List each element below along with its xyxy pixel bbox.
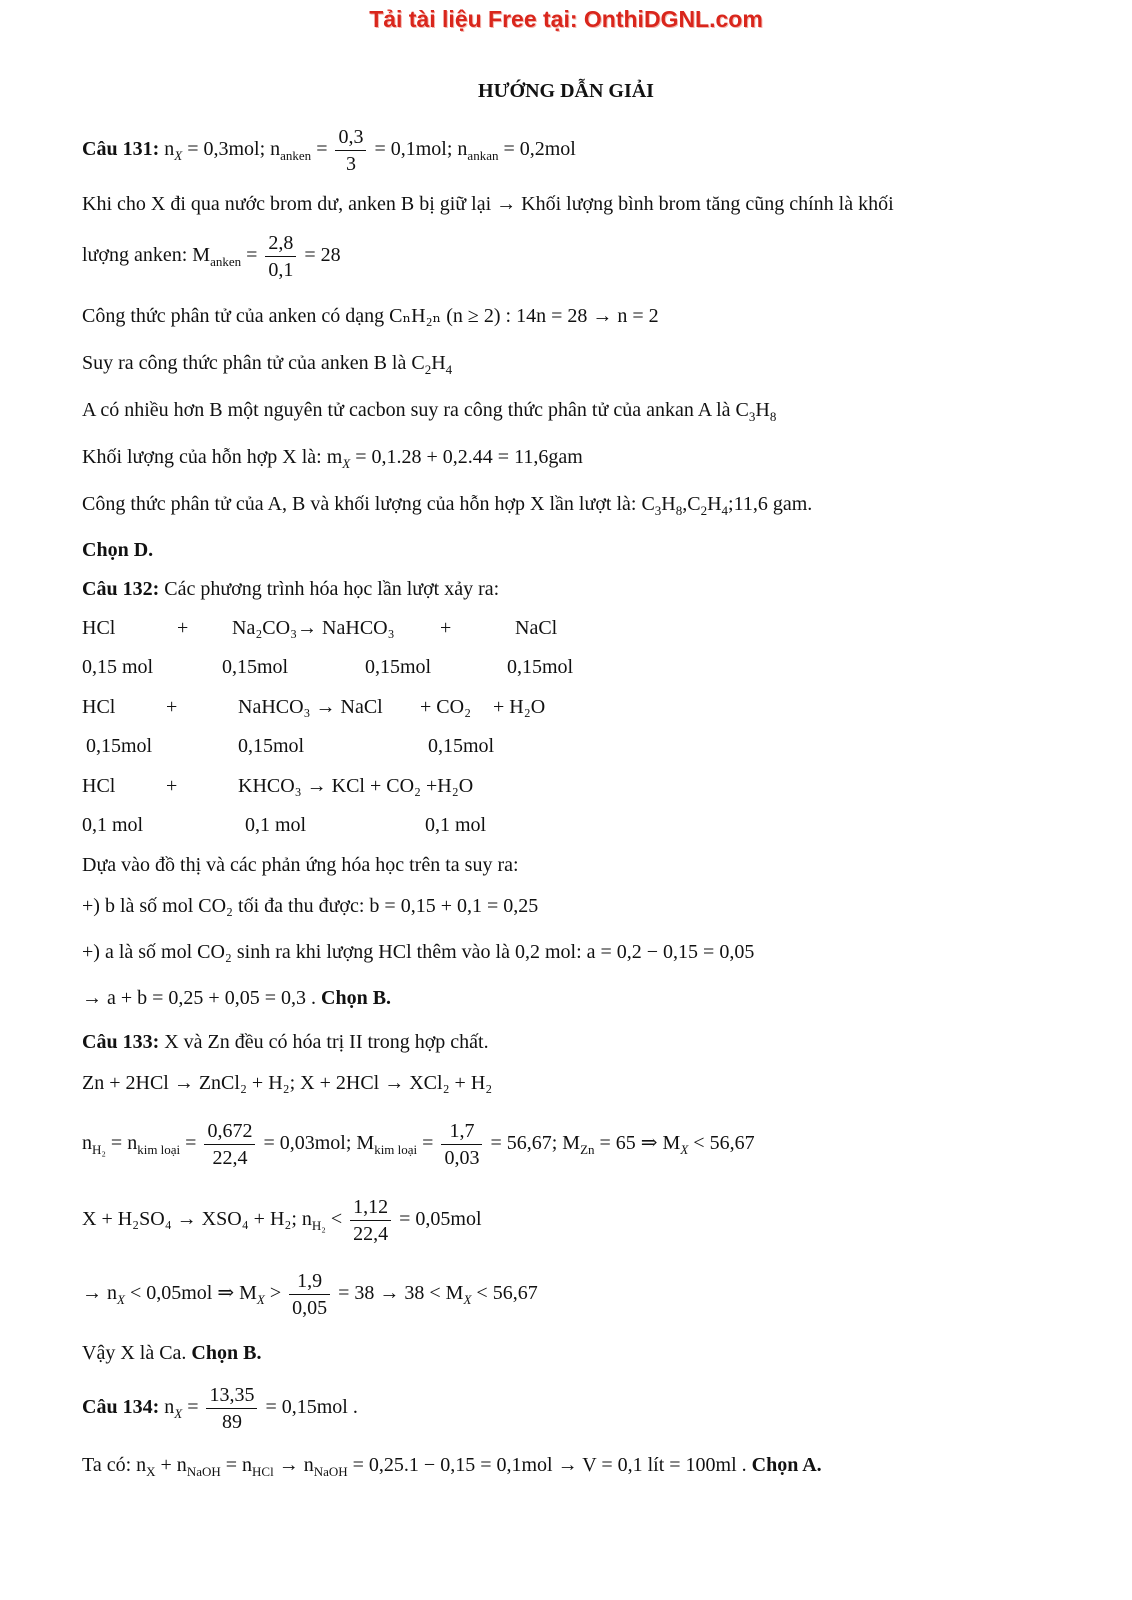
q133-intro: Câu 133: X và Zn đều có hóa trị II trong hợp chất. (82, 1031, 489, 1053)
q133-eq3: X + H₂SO₄ → XSO₄ + H₂; $n_{H_2}$ < $\frac{1,12}{22,4}$ = 0,05mol (82, 1196, 482, 1245)
fraction: $\frac{1,9}{0,05}$ (289, 1268, 330, 1321)
q133-eq1: Zn + 2HCl → ZnCl₂ + H₂; X + 2HCl → XCl₂ + H₂ (82, 1072, 493, 1094)
q134-equation: Câu 134: $n_X$ = $\frac{13,35}{89}$ = 0,15mol . (82, 1384, 358, 1433)
q132-deduce: Dựa vào đồ thị và các phản ứng hóa học trên ta suy ra: (82, 854, 519, 876)
q131-line4: Công thức phân tử của anken có dạng CₙH₂ₙ (n ≥ 2) : 14n = 28 → n = 2 (82, 305, 659, 327)
q134-label: Câu 134: (82, 1396, 160, 1419)
q131-line3: lượng anken: $M_{anken}$ = $\frac{2,8}{0,1}$ = 28 (82, 232, 341, 281)
q133-label: Câu 133: (82, 1031, 160, 1053)
q133-conclusion: Vậy X là Ca. Chọn B. (82, 1342, 262, 1364)
q133-eq4: → $n_X < 0,05mol$ ⇒ $M_X$ > $\frac{1,9}{0,05}$ = $38 \to 38 < M_X < 56,67$ (82, 1270, 538, 1319)
q131-line6: A có nhiều hơn B một nguyên tử cacbon suy ra công thức phân tử của ankan A là $C_3H_8$ (82, 399, 777, 424)
q131-line5: Suy ra công thức phân tử của anken B là $C_2H_4$ (82, 352, 453, 377)
fraction: $\frac{2,8}{0,1}$ (265, 230, 296, 283)
q131-equation: Câu 131: $n_X = 0,3mol$; $n_{anken}$ = $\frac{0,3}{3}$ = 0,1mol; $n_{ankan} = 0,2mol$ (82, 126, 576, 175)
q131-choice: Chọn D. (82, 539, 154, 561)
q132-intro: Câu 132: Các phương trình hóa học lần lượt xảy ra: (82, 578, 500, 600)
source-banner[interactable]: Tải tài liệu Free tại: OnthiDGNL.com (369, 6, 763, 32)
q131-line8: Công thức phân tử của A, B và khối lượng của hỗn hợp X lần lượt là: $C_3H_8,C_2H_4;11,6$ gam. (82, 493, 813, 518)
fraction: $\frac{1,12}{22,4}$ (350, 1194, 391, 1247)
fraction: $\frac{1,7}{0,03}$ (441, 1118, 482, 1171)
q132-label: Câu 132: (82, 578, 160, 600)
fraction: $\frac{13,35}{89}$ (206, 1382, 257, 1435)
q134-line2: Ta có: $n_X + n_{NaOH} = n_{HCl} \to n_{NaOH} = 0,25.1 - 0,15 = 0,1mol \to V = 0,1$ lít = 100ml . Chọn A. (82, 1454, 822, 1479)
q131-line7: Khối lượng của hỗn hợp X là: $m_X = 0,1.28 + 0,2.44 = 11,6gam$ (82, 446, 583, 471)
q131-label: Câu 131: (82, 138, 160, 161)
q132-b-line: +) b là số mol CO₂ tối đa thu được: b = 0,15 + 0,1 = 0,25 (82, 895, 539, 917)
q132-a-line: +) a là số mol CO₂ sinh ra khi lượng HCl thêm vào là 0,2 mol: a = 0,2 − 0,15 = 0,05 (82, 941, 755, 963)
fraction: $\frac{0,672}{22,4}$ (204, 1118, 255, 1171)
q132-sum: → a + b = 0,25 + 0,05 = 0,3 . Chọn B. (82, 987, 392, 1009)
q131-line2: Khi cho X đi qua nước brom dư, anken B bị giữ lại → Khối lượng bình brom tăng cũng chính là khối (82, 193, 894, 215)
fraction: $\frac{0,3}{3}$ (335, 124, 366, 177)
q133-eq2: $n_{H_2} = n_{kim loại}$ = $\frac{0,672}{22,4}$ = 0,03mol; $M_{kim loại}$ = $\frac{1,7}{0,03}$ = 56,67; $M_{Zn} = 65$ ⇒ $M_X < 56,67$ (82, 1120, 755, 1169)
page-title: HƯỚNG DẪN GIẢI (478, 80, 654, 102)
